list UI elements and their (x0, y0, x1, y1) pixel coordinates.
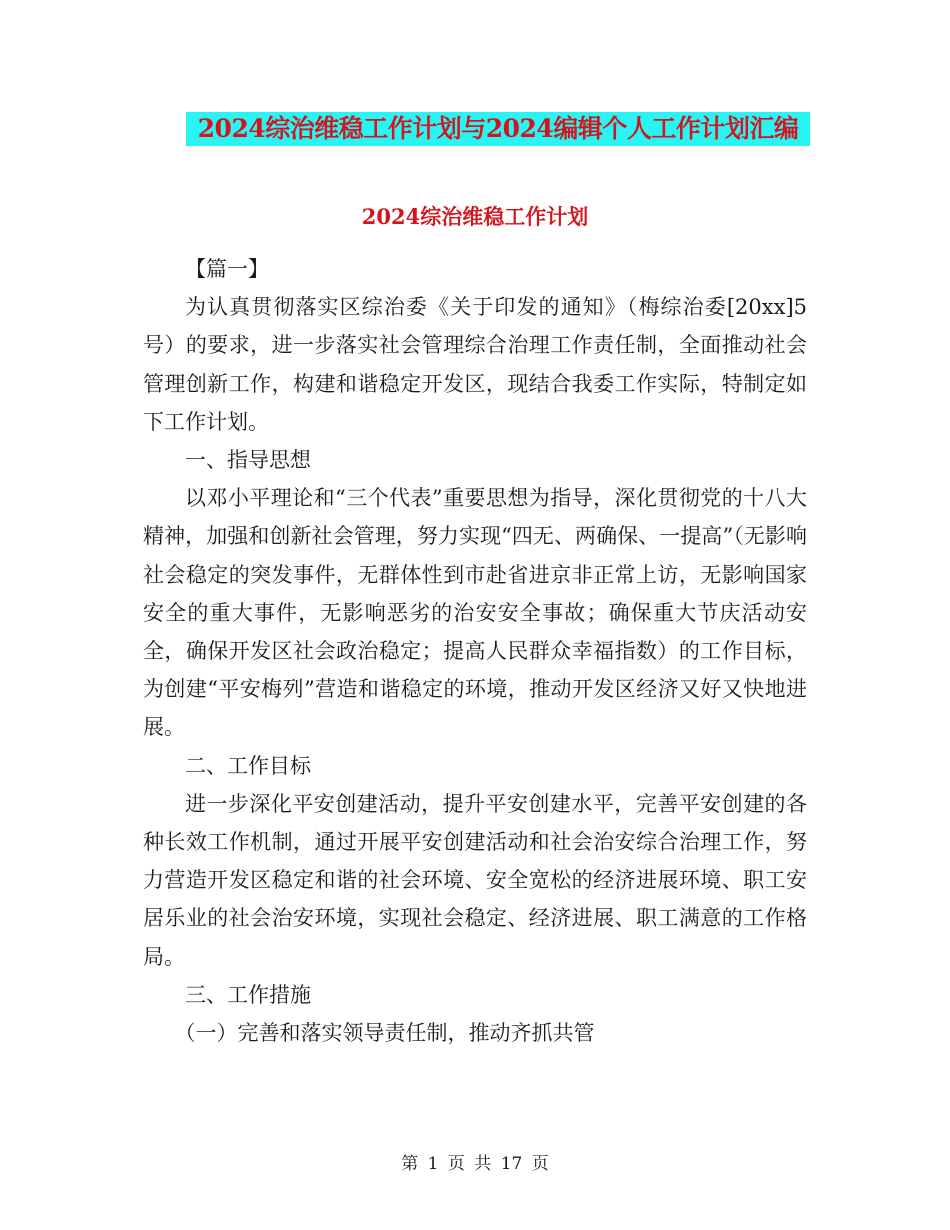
page-footer: 第 1 页 共 17 页 (401, 1154, 549, 1174)
subsection-heading: （一）完善和落实领导责任制，推动齐抓共管 (174, 1021, 595, 1046)
section-heading-work-goals: 二、工作目标 (185, 753, 311, 778)
section-heading-guiding-thought: 一、指导思想 (185, 448, 311, 473)
work-goals-paragraph: 进一步深化平安创建活动，提升平安创建水平，完善平安创建的各种长效工作机制，通过开展平安创建活动和社会治安综合治理工作，努力营造开发区稳定和谐的社会环境、安全宽松的经济进展环境、职工安居乐业的社会治安环境，实现社会稳定、经济进展、职工满意的工作格局。 (143, 791, 807, 969)
intro-paragraph: 为认真贯彻落实区综治委《关于印发的通知》（梅综治委[20xx]5号）的要求，进一步落实社会管理综合治理工作责任制，全面推动社会管理创新工作，构建和谐稳定开发区，现结合我委工作实际，特制定如下工作计划。 (143, 295, 807, 434)
guiding-thought-paragraph: 以邓小平理论和“三个代表”重要思想为指导，深化贯彻党的十八大精神，加强和创新社会管理，努力实现“四无、两确保、一提高”（无影响社会稳定的突发事件，无群体性到市赴省进京非正常上访，无影响国家安全的重大事件，无影响恶劣的治安安全事故；确保重大节庆活动安全，确保开发区社会政治稳定；提高人民群众幸福指数）的工作目标，为创建“平安梅列”营造和谐稳定的环境，推动开发区经济又好又快地进展。 (143, 486, 807, 740)
section-title: 2024综治维稳工作计划 (361, 204, 589, 229)
section-heading-work-measures: 三、工作措施 (185, 982, 311, 1007)
chapter-label: 【篇一】 (185, 257, 269, 281)
document-main-title: 2024综治维稳工作计划与2024编辑个人工作计划汇编 (186, 112, 810, 146)
document-body (143, 250, 807, 1052)
